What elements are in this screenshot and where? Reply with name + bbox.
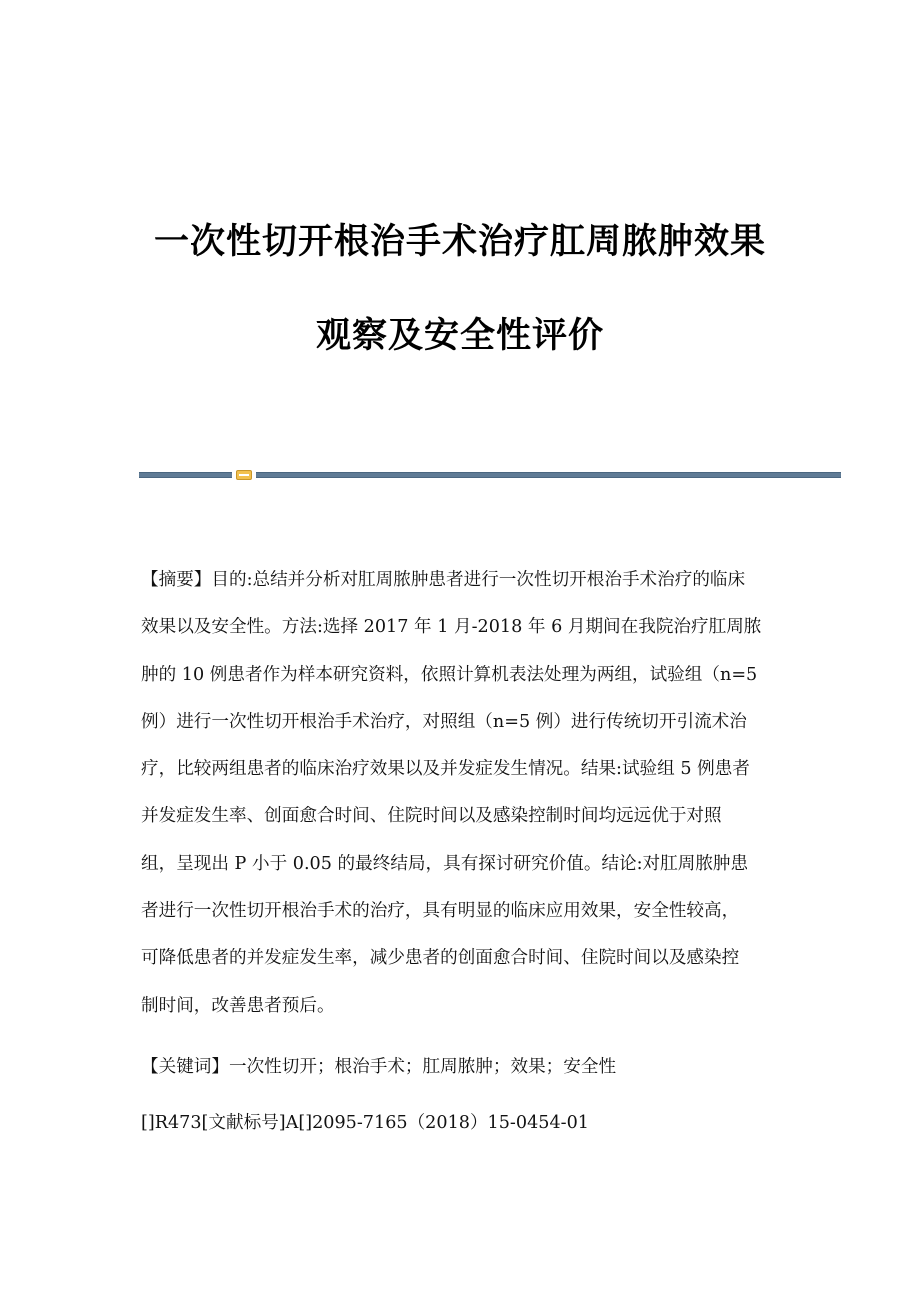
abstract-line: 并发症发生率、创面愈合时间、住院时间以及感染控制时间均远远优于对照 bbox=[141, 806, 722, 827]
classification-line: []R473[文献标号]A[]2095-7165（2018）15-0454-01 bbox=[141, 1113, 589, 1133]
abstract-paragraph bbox=[141, 557, 781, 1030]
abstract-line: 疗，比较两组患者的临床治疗效果以及并发症发生情况。结果:试验组 5 例患者 bbox=[141, 759, 750, 780]
abstract-line: 可降低患者的并发症发生率，减少患者的创面愈合时间、住院时间以及感染控 bbox=[141, 948, 740, 969]
abstract-line: 制时间，改善患者预后。 bbox=[141, 995, 335, 1016]
decorative-divider bbox=[139, 469, 841, 481]
title-line-2: 观察及安全性评价 bbox=[315, 316, 604, 356]
envelope-icon bbox=[236, 470, 252, 480]
abstract-line: 组，呈现出 P 小于 0.05 的最终结局，具有探讨研究价值。结论:对肛周脓肿患 bbox=[141, 853, 749, 874]
keywords-line: 【关键词】一次性切开；根治手术；肛周脓肿；效果；安全性 bbox=[141, 1057, 617, 1077]
abstract-line: 肿的 10 例患者作为样本研究资料，依照计算机表法处理为两组，试验组（n=5 bbox=[141, 664, 758, 685]
title-line-1: 一次性切开根治手术治疗肛周脓肿效果 bbox=[153, 222, 766, 262]
abstract-line: 效果以及安全性。方法:选择 2017 年 1 月-2018 年 6 月期间在我院治疗肛周脓 bbox=[141, 617, 762, 638]
divider-bar-right bbox=[256, 472, 841, 478]
abstract-line: 【摘要】目的:总结并分析对肛周脓肿患者进行一次性切开根治手术治疗的临床 bbox=[141, 570, 746, 590]
abstract-line: 例）进行一次性切开根治手术治疗，对照组（n=5 例）进行传统切开引流术治 bbox=[141, 711, 747, 732]
abstract-line: 者进行一次性切开根治手术的治疗，具有明显的临床应用效果，安全性较高， bbox=[141, 901, 740, 922]
divider-bar-left bbox=[139, 472, 232, 478]
